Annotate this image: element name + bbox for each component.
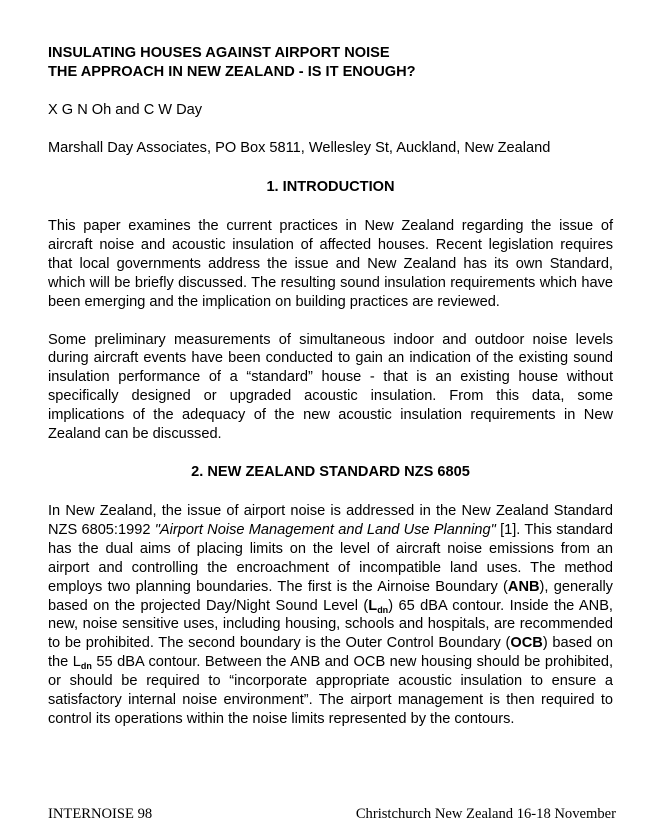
intro-paragraph-1: This paper examines the current practices in New Zealand regarding the issue of aircraft noise and acoustic insulation of affected houses. Recent legislation requires that local governments address the issue and New Zealand has its own Standard, which will be briefly discussed. The resulting sound insulation requirements which have been emerging and the implication on building practices are reviewed. <box>48 218 613 310</box>
standard-paragraph <box>48 502 613 729</box>
standard-text-1: In New Zealand, the issue of airport noise is addressed in the New Zealand Standard NZS 6805:1992 <box>48 502 613 538</box>
section-heading-standard: 2. NEW ZEALAND STANDARD NZS 6805 <box>191 463 470 480</box>
ldn-letter: L <box>368 597 378 614</box>
ldn2-letter: L <box>72 654 81 671</box>
footer-location-date: Christchurch New Zealand 16-18 November <box>355 806 616 822</box>
ocb-abbrev: OCB <box>510 635 543 652</box>
paper-title <box>48 44 613 82</box>
ldn-symbol-2 <box>73 654 92 670</box>
ldn-subscript: dn <box>377 604 389 615</box>
standard-text-5: 55 dBA contour. Between the ANB and OCB new housing should be prohibited, or should be required to “incorporate appropriate acoustic insulation to ensure a satisfactory internal noise environment”. The airport management is then required to control its operations within the noise limits represented by the contours. <box>48 654 613 727</box>
ldn-symbol <box>368 598 388 614</box>
standard-text-4: ) based on the <box>48 635 613 671</box>
paper-body <box>48 44 613 729</box>
affiliation: Marshall Day Associates, PO Box 5811, Wellesley St, Auckland, New Zealand <box>48 140 551 156</box>
standard-text-2: ), generally based on the projected Day/Night Sound Level ( <box>48 578 613 614</box>
title-line-1: INSULATING HOUSES AGAINST AIRPORT NOISE <box>48 45 390 61</box>
footer-conference: INTERNOISE 98 <box>48 806 153 822</box>
title-line-2: THE APPROACH IN NEW ZEALAND - IS IT ENOUGH? <box>48 64 416 80</box>
standard-title-italic: "Airport Noise Management and Land Use Planning" <box>154 521 496 538</box>
standard-text-3: ) 65 dBA contour. Inside the ANB, new, noise sensitive uses, including housing, schools and hospitals, are recommended to be prohibited. The second boundary is the Outer Control Boundary ( <box>48 597 613 652</box>
authors: X G N Oh and C W Day <box>48 102 203 118</box>
ldn2-subscript: dn <box>80 661 92 672</box>
anb-abbrev: ANB <box>507 578 540 595</box>
intro-paragraph-2: Some preliminary measurements of simultaneous indoor and outdoor noise levels during aircraft events have been conducted to gain an indication of the existing sound insulation performance of a “standard” house - that is an existing house without specifically designed or upgraded acoustic insulation. From this data, some implications of the adequacy of the new acoustic insulation requirements in New Zealand can be discussed. <box>48 331 613 443</box>
standard-text-ref: [1]. This standard has the dual aims of placing limits on the level of aircraft noise emissions from an airport and controlling the encroachment of incompatible land uses. The method employs two planning boundaries. The first is the Airnoise Boundary ( <box>48 521 614 595</box>
section-heading-introduction: 1. INTRODUCTION <box>266 179 395 195</box>
